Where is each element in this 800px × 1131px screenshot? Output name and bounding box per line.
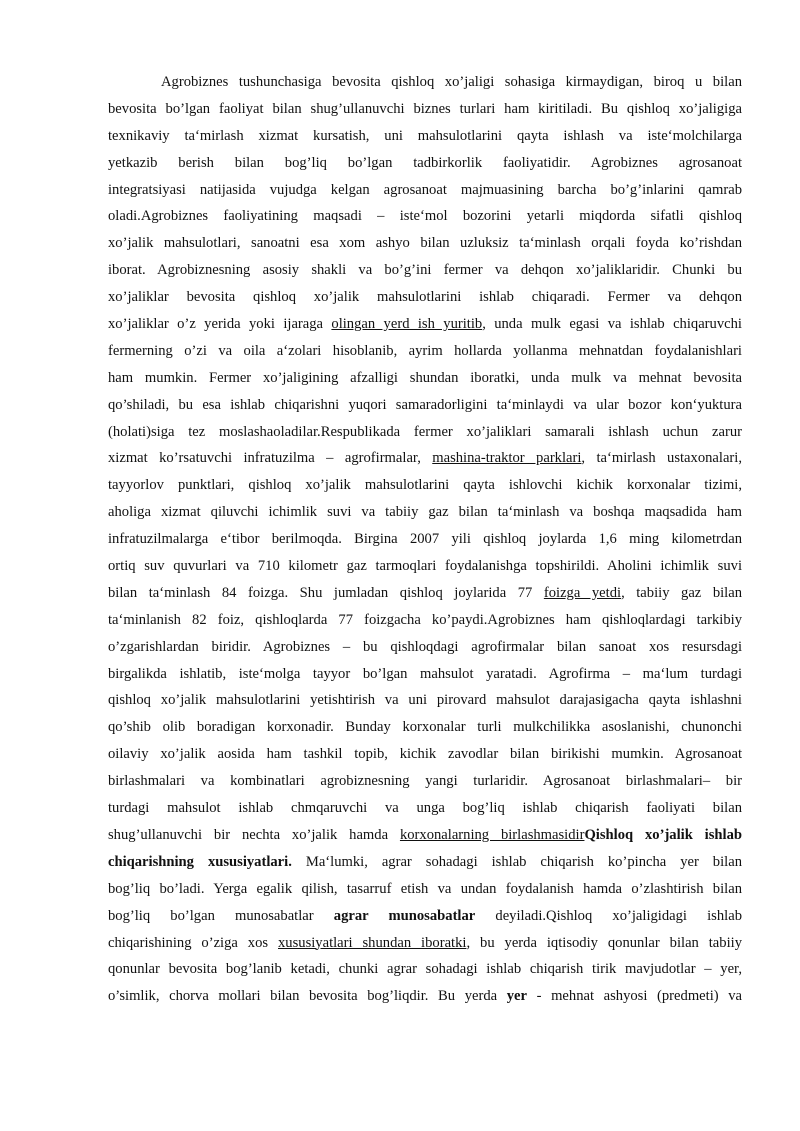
text-line: xo’jaliklar bevosita qishloq xo’jalik mahsulotlarini ishlab chiqaradi. Fermer va dehqon	[108, 289, 742, 306]
text-line: shug’ullanuvchi bir nechta xo’jalik hamda korxonalarning birlashmasidirQishloq xo’jalik ishlab	[108, 826, 742, 843]
text-line: texnikaviy ta‘mirlash xizmat kursatish, uni mahsulotlarini qayta ishlash va iste‘molchilarga	[108, 127, 742, 144]
section-heading: Qishloq xo’jalik ishlab	[584, 826, 742, 843]
text-line: infratuzilmalarga e‘tibor berilmoqda. Birgina 2007 yili qishloq joylarda 1,6 ming kilometrdan	[108, 531, 742, 548]
text-line: integratsiyasi natijasida vujudga kelgan agrosanoat majmuasining barcha bo’g’inlarini qamrab	[108, 181, 742, 198]
text-line: iborat. Agrobiznesning asosiy shakli va bo’g’ini fermer va dehqon xo’jaliklaridir. Chunki bu	[108, 262, 742, 279]
text-line: o’simlik, chorva mollari bilan bevosita bog’liqdir. Bu yerda yer - mehnat ashyosi (predmeti) va	[108, 988, 743, 1005]
hyperlink[interactable]: xususiyatlari shundan iboratki	[278, 934, 467, 951]
text-line: bilan ta‘minlash 84 foizga. Shu jumladan qishloq joylarida 77 foizga yetdi, tabiiy gaz bilan	[108, 584, 743, 601]
text-line: qonunlar bevosita bog’lanib ketadi, chunki agrar sohadagi ishlab chiqarish tirik mavjudotlar – yer,	[108, 961, 742, 978]
text-line: chiqarishning xususiyatlari. Ma‘lumki, agrar sohadagi ishlab chiqarish ko’pincha yer bilan	[108, 853, 742, 870]
bold-term: agrar munosabatlar	[333, 907, 476, 924]
text-line: bevosita bo’lgan faoliyat bilan shug’ullanuvchi biznes turlari ham kiritiladi. Bu qishloq xo’jaligiga	[108, 100, 742, 117]
text-line: tayyorlov punktlari, qishloq xo’jalik mahsulotlarini qayta ishlovchi kichik korxonalar tizimi,	[108, 477, 742, 494]
section-heading: chiqarishning xususiyatlari.	[108, 853, 292, 870]
text-line: xizmat ko’rsatuvchi infratuzilma – agrofirmalar, mashina-traktor parklari, ta‘mirlash ustaxonalari,	[108, 450, 742, 467]
text-line: qo’shiladi, bu esa ishlab chiqarishni yuqori samaradorligini ta‘minlaydi va ular bozor kon‘yuktura	[108, 396, 742, 413]
text-line: Agrobiznes tushunchasiga bevosita qishloq xo’jaligi sohasiga kirmaydigan, biroq u bilan	[161, 74, 742, 90]
text-line: oilaviy xo’jalik aosida ham tashkil topib, kichik zavodlar bilan birikishi mumkin. Agrosanoat	[108, 746, 742, 763]
text-line: ta‘minlanish 82 foiz, qishloqlarda 77 foizgacha ko’paydi.Agrobiznes ham qishloqlardagi tarkibiy	[108, 611, 742, 628]
document-body	[108, 69, 742, 1010]
text-line: fermerning o’zi va oila a‘zolari hisoblanib, ayrim hollarda yollanma mehnatdan foydalanishlari	[108, 342, 742, 359]
bold-term: yer	[506, 988, 527, 1005]
text-line: birlashmalari va kombinatlari agrobiznesning yangi turlaridir. Agrosanoat birlashmalari– bir	[108, 773, 742, 790]
hyperlink[interactable]: korxonalarning birlashmasidir	[399, 826, 585, 843]
hyperlink[interactable]: foizga yetdi	[543, 584, 622, 601]
text-line: qo’shib olib boradigan korxonadir. Bunday korxonalar turli mulkchilikka asoslanishi, chunonchi	[108, 719, 742, 736]
text-line: aholiga xizmat qiluvchi ichimlik suvi va tabiiy gaz bilan ta‘minlash va boshqa maqsadida ham	[108, 504, 742, 521]
text-line: chiqarishining o’ziga xos xususiyatlari shundan iboratki, bu yerda iqtisodiy qonunlar bilan tabiiy	[108, 934, 742, 951]
text-line: (holati)siga tez moslashaoladilar.Respublikada fermer xo’jaliklari samarali ishlash uchun zarur	[108, 423, 742, 440]
text-line: yetkazib berish bilan bog’liq bo’lgan tadbirkorlik faoliyatidir. Agrobiznes agrosanoat	[108, 154, 742, 171]
text-line: bog’liq bo’lgan munosabatlar agrar munosabatlar deyiladi.Qishloq xo’jaligidagi ishlab	[108, 907, 742, 924]
text-line: xo’jaliklar o’z yerida yoki ijaraga olingan yerd ish yuritib, unda mulk egasi va ishlab chiqaruvchi	[108, 316, 742, 333]
text-line: qishloq xo’jalik mahsulotlarini yetishtirish va uni pirovard mahsulot darajasigacha qayta ishlashni	[108, 692, 742, 709]
hyperlink[interactable]: olingan yerd ish yuritib	[331, 316, 483, 333]
text-line: ortiq suv quvurlari va 710 kilometr gaz tarmoqlari foydalanishga topshirildi. Aholini ichimlik suvi	[108, 558, 742, 575]
text-line: xo’jalik mahsulotlari, sanoatni esa xom ashyo bilan uzluksiz ta‘minlash orqali foyda ko’rishdan	[108, 235, 742, 252]
text-line: bog’liq bo’ladi. Yerga egalik qilish, tasarruf etish va undan foydalanish hamda o’zlashtirish bilan	[108, 880, 742, 897]
text-line: ham mumkin. Fermer xo’jaligining afzalligi shundan iboratki, unda mulk va mehnat bevosita	[108, 369, 742, 386]
text-line: turdagi mahsulot ishlab chmqaruvchi va unga bog’liq ishlab chiqarish faoliyati bilan	[108, 800, 742, 817]
text-line: o’zgarishlardan biridir. Agrobiznes – bu qishloqdagi agrofirmalar bilan sanoat xos resursdagi	[108, 638, 742, 655]
hyperlink[interactable]: mashina-traktor parklari	[432, 450, 582, 467]
text-line: oladi.Agrobiznes faoliyatining maqsadi – iste‘mol bozorini yetarli miqdorda sifatli qishloq	[108, 208, 742, 225]
text-line: birgalikda ishlatib, iste‘molga tayyor bo’lgan mahsulot yaratadi. Agrofirma – ma‘lum turdagi	[108, 665, 742, 682]
